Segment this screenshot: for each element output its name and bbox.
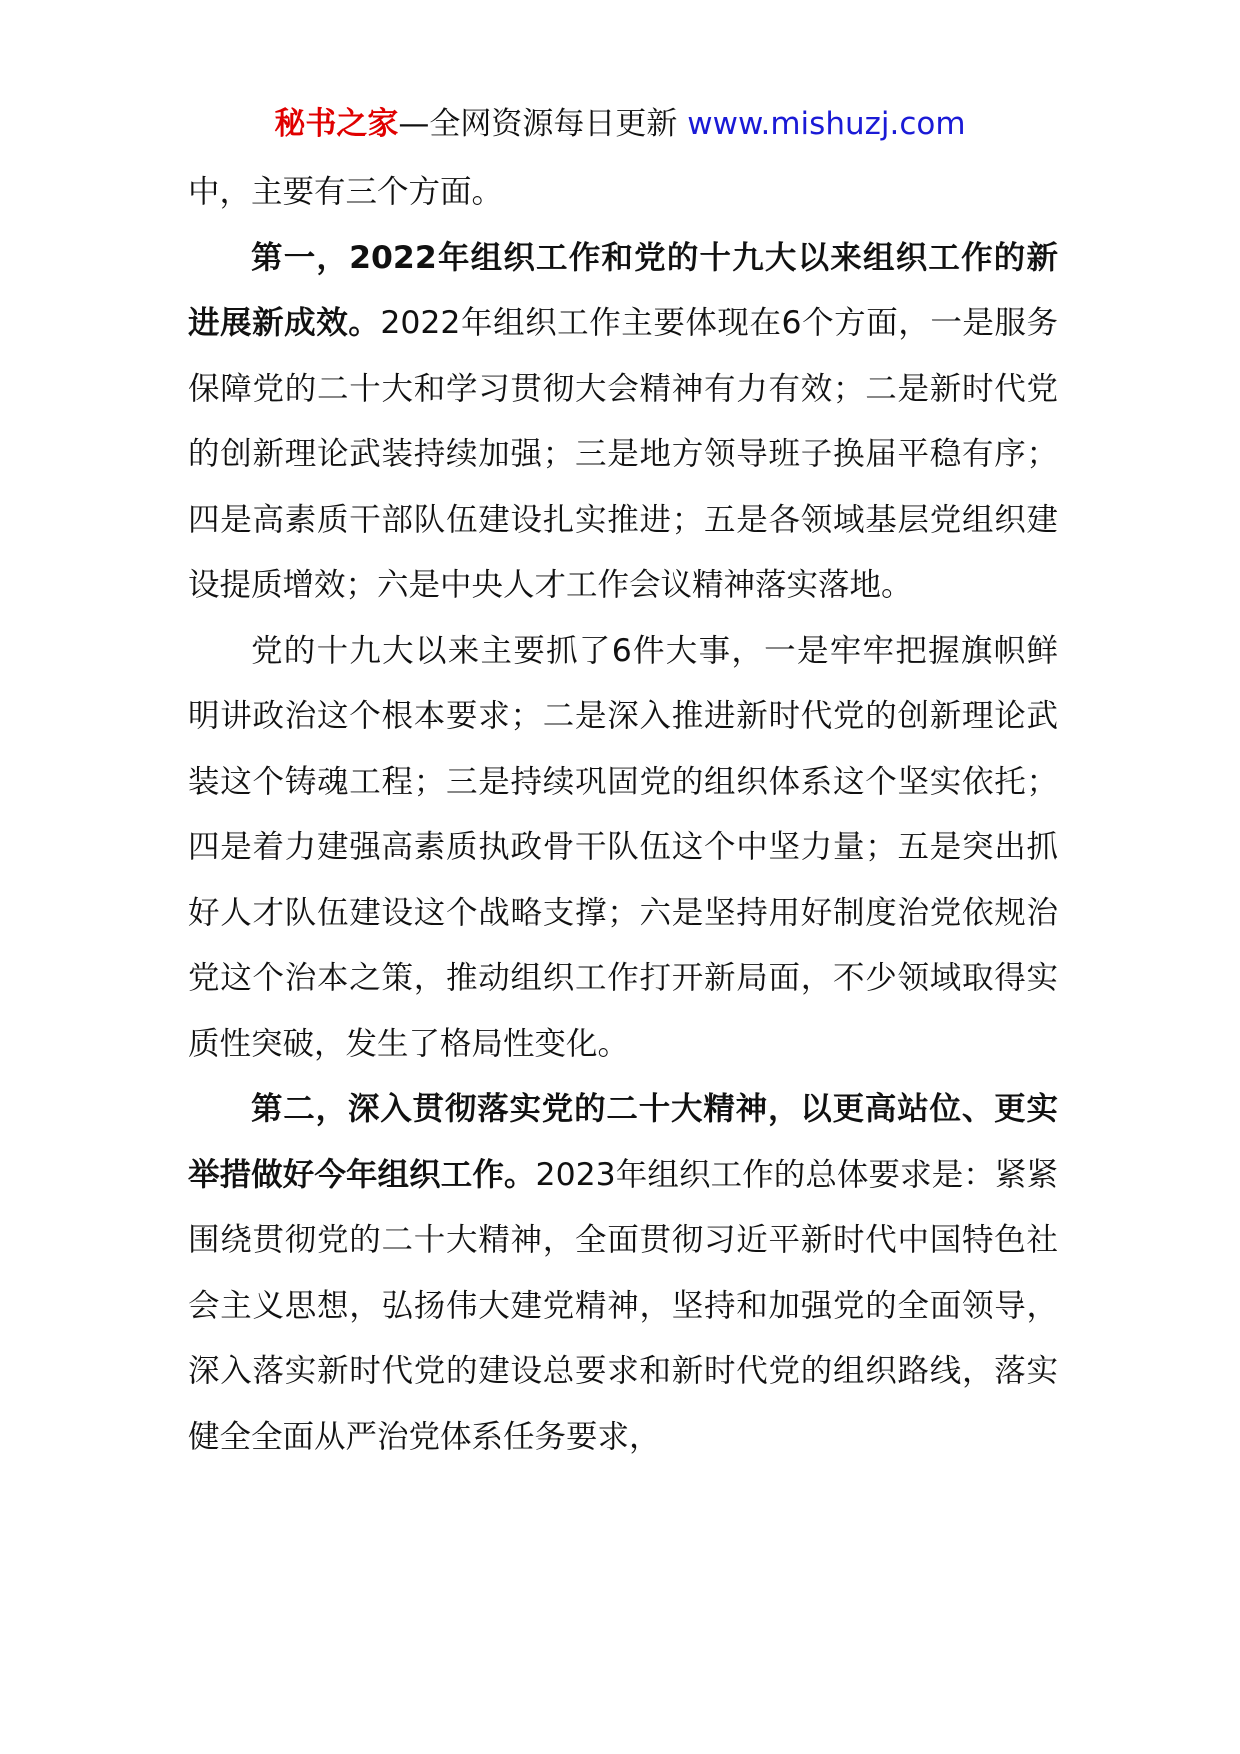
document-body	[188, 160, 1058, 1470]
paragraph-section-one	[188, 226, 1058, 619]
paragraph-text: 中，主要有三个方面。	[188, 174, 504, 210]
paragraph-continuation	[188, 160, 1058, 226]
page-header	[0, 102, 1240, 146]
brand-name: 秘书之家	[274, 106, 399, 142]
paragraph-major-events	[188, 619, 1058, 1078]
paragraph-text: 2023年组织工作的总体要求是：紧紧围绕贯彻党的二十大精神，全面贯彻习近平新时代中国特色社会主义思想，弘扬伟大建党精神，坚持和加强党的全面领导，深入落实新时代党的建设总要求和新时代党的组织路线，落实健全全面从严治党体系任务要求，	[188, 1156, 1058, 1455]
paragraph-text: 党的十九大以来主要抓了6件大事，一是牢牢把握旗帜鲜明讲政治这个根本要求；二是深入推进新时代党的创新理论武装这个铸魂工程；三是持续巩固党的组织体系这个坚实依托；四是着力建强高素质执政骨干队伍这个中坚力量；五是突出抓好人才队伍建设这个战略支撑；六是坚持用好制度治党依规治党这个治本之策，推动组织工作打开新局面，不少领域取得实质性突破，发生了格局性变化。	[188, 632, 1058, 1062]
section-heading: 第一，2022年组织工作和党的十九大以来组织工作的新进展新成效。	[188, 239, 1058, 341]
paragraph-text: 2022年组织工作主要体现在6个方面，一是服务保障党的二十大和学习贯彻大会精神有力有效；二是新时代党的创新理论武装持续加强；三是地方领导班子换届平稳有序；四是高素质干部队伍建设扎实推进；五是各领域基层党组织建设提质增效；六是中央人才工作会议精神落实落地。	[188, 305, 1058, 603]
section-heading: 第二，深入贯彻落实党的二十大精神，以更高站位、更实举措做好今年组织工作。	[188, 1091, 1058, 1193]
paragraph-section-two	[188, 1077, 1058, 1470]
header-tagline: —全网资源每日更新	[398, 106, 688, 142]
site-url-link[interactable]: www.mishuzj.com	[687, 106, 966, 142]
